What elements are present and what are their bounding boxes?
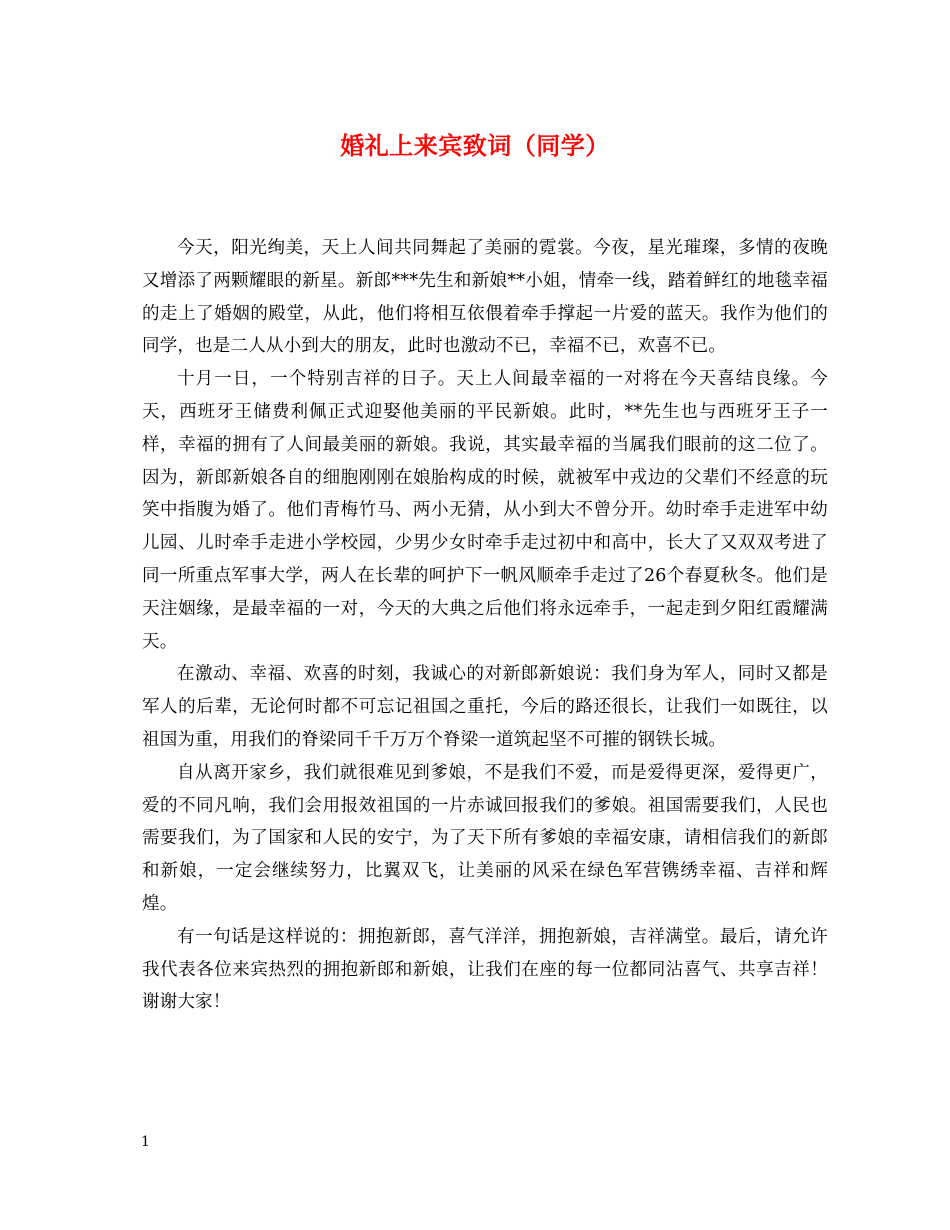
paragraph-5: 有一句话是这样说的：拥抱新郎，喜气洋洋，拥抱新娘，吉祥满堂。最后，请允许我代表各位来宾热烈的拥抱新郎和新娘，让我们在座的每一位都同沾喜气、共享吉祥！ 谢谢大家！ bbox=[142, 926, 882, 1013]
paragraph-1: 今天，阳光绚美，天上人间共同舞起了美丽的霓裳。今夜，星光璀璨，多情的夜晚又增添了两颗耀眼的新星。新郎***先生和新娘**小姐，情牵一线，踏着鲜红的地毯幸福的走上了婚姻的殿堂，从此，他们将相互依偎着牵手撑起一片爱的蓝天。我作为他们的同学，也是二人从小到大的朋友，此时也激动不已，幸福不已，欢喜不已。 bbox=[142, 238, 828, 357]
document-body bbox=[142, 232, 882, 1019]
paragraph-2: 十月一日，一个特别吉祥的日子。天上人间最幸福的一对将在今天喜结良缘。今天，西班牙王储费利佩正式迎娶他美丽的平民新娘。此时，**先生也与西班牙王子一样，幸福的拥有了人间最美丽的新娘。我说，其实最幸福的当属我们眼前的这二位了。因为，新郎新娘各自的细胞刚刚在娘胎构成的时候，就被军中戎边的父辈们不经意的玩笑中指腹为婚了。他们青梅竹马、两小无猜，从小到大不曾分开。幼时牵手走进军中幼儿园、儿时牵手走进小学校园，少男少女时牵手走过初中和高中，长大了又双双考进了同一所重点军事大学，两人在长辈的呵护下一帆风顺牵手走过了26个春夏秋冬。他们是天注姻缘，是最幸福的一对，今天的大典之后他们将永远牵手，一起走到夕阳红霞耀满天。 bbox=[142, 369, 828, 652]
document-title: 婚礼上来宾致词（同学） bbox=[340, 131, 610, 160]
paragraph-3: 在激动、幸福、欢喜的时刻，我诚心的对新郎新娘说：我们身为军人，同时又都是军人的后辈，无论何时都不可忘记祖国之重托，今后的路还很长，让我们一如既往，以祖国为重，用我们的脊梁同千千万万个脊梁一道筑起坚不可摧的钢铁长城。 bbox=[142, 664, 828, 750]
page-number: 1 bbox=[141, 1134, 150, 1150]
paragraph-4: 自从离开家乡，我们就很难见到爹娘，不是我们不爱，而是爱得更深，爱得更广，爱的不同凡响，我们会用报效祖国的一片赤诚回报我们的爹娘。祖国需要我们，人民也需要我们，为了国家和人民的安宁，为了天下所有爹娘的幸福安康，请相信我们的新郎和新娘，一定会继续努力，比翼双飞，让美丽的风采在绿色军营镌绣幸福、吉祥和辉煌。 bbox=[142, 762, 828, 914]
